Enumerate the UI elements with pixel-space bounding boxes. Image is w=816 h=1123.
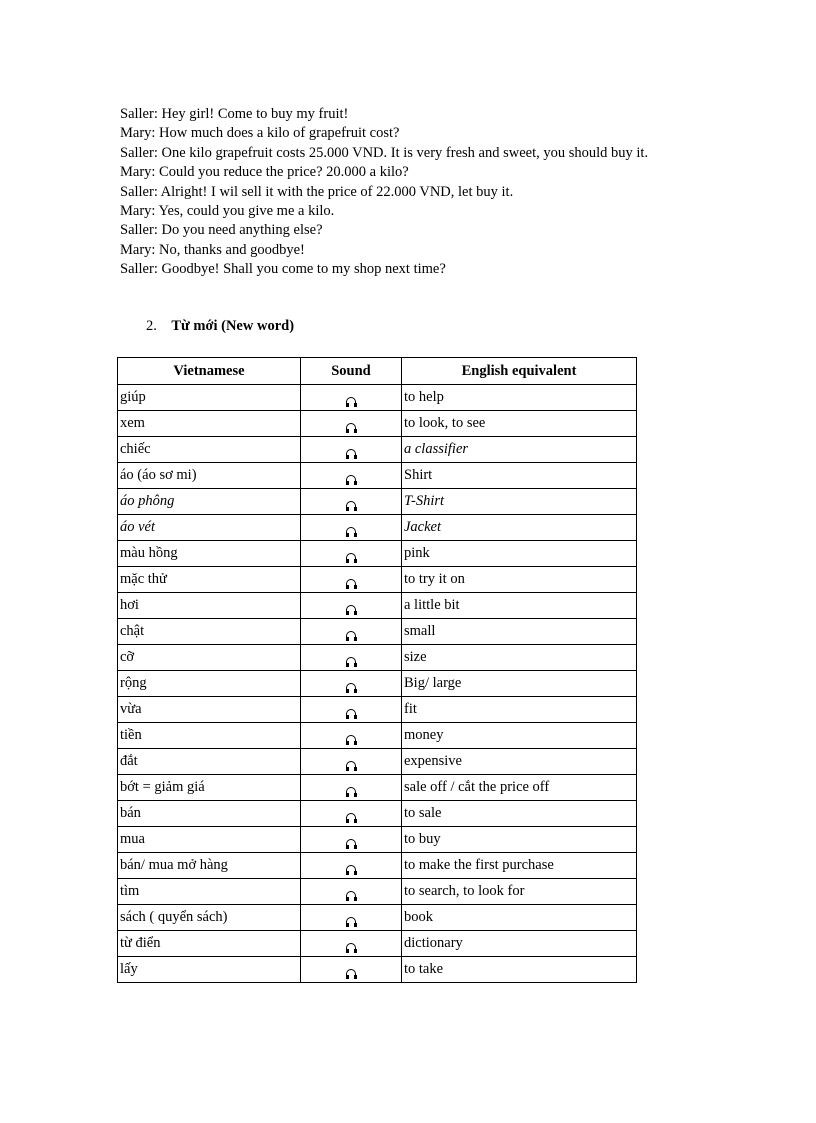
sound-cell[interactable] bbox=[301, 437, 402, 463]
sound-cell[interactable] bbox=[301, 541, 402, 567]
dialogue-line: Mary: No, thanks and goodbye! bbox=[120, 241, 305, 258]
english-equivalent: sale off / cắt the price off bbox=[402, 775, 637, 801]
sound-cell[interactable] bbox=[301, 723, 402, 749]
vietnamese-word: áo (áo sơ mi) bbox=[118, 463, 301, 489]
english-equivalent: to help bbox=[402, 385, 637, 411]
dialogue-line: Mary: How much does a kilo of grapefruit cost? bbox=[120, 125, 400, 142]
dialogue-line: Mary: Yes, could you give me a kilo. bbox=[120, 203, 335, 220]
table-header-row bbox=[118, 358, 637, 385]
vietnamese-word: mua bbox=[118, 827, 301, 853]
dialogue bbox=[120, 105, 690, 280]
dialogue-line: Saller: Do you need anything else? bbox=[120, 222, 323, 239]
vietnamese-word: bán/ mua mở hàng bbox=[118, 853, 301, 879]
headphones-icon[interactable] bbox=[346, 683, 356, 691]
sound-cell[interactable] bbox=[301, 775, 402, 801]
english-equivalent: book bbox=[402, 905, 637, 931]
sound-cell[interactable] bbox=[301, 801, 402, 827]
header-vietnamese: Vietnamese bbox=[118, 358, 301, 385]
vietnamese-word: xem bbox=[118, 411, 301, 437]
table-row bbox=[118, 411, 637, 437]
table-row bbox=[118, 515, 637, 541]
table-row bbox=[118, 671, 637, 697]
vietnamese-word: áo phông bbox=[118, 489, 301, 515]
english-equivalent: small bbox=[402, 619, 637, 645]
table-row bbox=[118, 723, 637, 749]
table-row bbox=[118, 541, 637, 567]
header-english: English equivalent bbox=[402, 358, 637, 385]
sound-cell[interactable] bbox=[301, 593, 402, 619]
headphones-icon[interactable] bbox=[346, 839, 356, 847]
headphones-icon[interactable] bbox=[346, 917, 356, 925]
vietnamese-word: bớt = giảm giá bbox=[118, 775, 301, 801]
headphones-icon[interactable] bbox=[346, 709, 356, 717]
sound-cell[interactable] bbox=[301, 879, 402, 905]
headphones-icon[interactable] bbox=[346, 527, 356, 535]
sound-cell[interactable] bbox=[301, 697, 402, 723]
vietnamese-word: mặc thử bbox=[118, 567, 301, 593]
sound-cell[interactable] bbox=[301, 567, 402, 593]
english-equivalent: to look, to see bbox=[402, 411, 637, 437]
vietnamese-word: rộng bbox=[118, 671, 301, 697]
headphones-icon[interactable] bbox=[346, 397, 356, 405]
vietnamese-word: chiếc bbox=[118, 437, 301, 463]
english-equivalent: T-Shirt bbox=[402, 489, 637, 515]
table-row bbox=[118, 697, 637, 723]
headphones-icon[interactable] bbox=[346, 631, 356, 639]
english-equivalent: expensive bbox=[402, 749, 637, 775]
vietnamese-word: sách ( quyển sách) bbox=[118, 905, 301, 931]
table-row bbox=[118, 567, 637, 593]
dialogue-line: Mary: Could you reduce the price? 20.000 a kilo? bbox=[120, 164, 409, 181]
table-row bbox=[118, 879, 637, 905]
vietnamese-word: giúp bbox=[118, 385, 301, 411]
english-equivalent: money bbox=[402, 723, 637, 749]
section-number: 2. bbox=[146, 318, 157, 334]
section-heading bbox=[146, 318, 294, 335]
vietnamese-word: bán bbox=[118, 801, 301, 827]
english-equivalent: to sale bbox=[402, 801, 637, 827]
english-equivalent: Big/ large bbox=[402, 671, 637, 697]
table-row bbox=[118, 385, 637, 411]
english-equivalent: a little bit bbox=[402, 593, 637, 619]
sound-cell[interactable] bbox=[301, 619, 402, 645]
table-row bbox=[118, 957, 637, 983]
section-title: Từ mới (New word) bbox=[171, 318, 295, 334]
sound-cell[interactable] bbox=[301, 463, 402, 489]
sound-cell[interactable] bbox=[301, 931, 402, 957]
table-row bbox=[118, 827, 637, 853]
headphones-icon[interactable] bbox=[346, 475, 356, 483]
vietnamese-word: lấy bbox=[118, 957, 301, 983]
english-equivalent: pink bbox=[402, 541, 637, 567]
table-row bbox=[118, 593, 637, 619]
dialogue-line: Saller: Alright! I wil sell it with the price of 22.000 VND, let buy it. bbox=[120, 183, 514, 200]
vietnamese-word: từ điển bbox=[118, 931, 301, 957]
headphones-icon[interactable] bbox=[346, 579, 356, 587]
headphones-icon[interactable] bbox=[346, 553, 356, 561]
sound-cell[interactable] bbox=[301, 385, 402, 411]
sound-cell[interactable] bbox=[301, 645, 402, 671]
sound-cell[interactable] bbox=[301, 749, 402, 775]
sound-cell[interactable] bbox=[301, 957, 402, 983]
table-row bbox=[118, 489, 637, 515]
english-equivalent: size bbox=[402, 645, 637, 671]
english-equivalent: fit bbox=[402, 697, 637, 723]
headphones-icon[interactable] bbox=[346, 423, 356, 431]
sound-cell[interactable] bbox=[301, 905, 402, 931]
vietnamese-word: hơi bbox=[118, 593, 301, 619]
headphones-icon[interactable] bbox=[346, 943, 356, 951]
sound-cell[interactable] bbox=[301, 827, 402, 853]
headphones-icon[interactable] bbox=[346, 969, 356, 977]
sound-cell[interactable] bbox=[301, 853, 402, 879]
headphones-icon[interactable] bbox=[346, 787, 356, 795]
vietnamese-word: vừa bbox=[118, 697, 301, 723]
headphones-icon[interactable] bbox=[346, 865, 356, 873]
english-equivalent: Shirt bbox=[402, 463, 637, 489]
vietnamese-word: tìm bbox=[118, 879, 301, 905]
headphones-icon[interactable] bbox=[346, 761, 356, 769]
english-equivalent: Jacket bbox=[402, 515, 637, 541]
table-row bbox=[118, 931, 637, 957]
dialogue-line: Saller: One kilo grapefruit costs 25.000 VND. It is very fresh and sweet, you should buy it. bbox=[120, 144, 649, 161]
vietnamese-word: đắt bbox=[118, 749, 301, 775]
sound-cell[interactable] bbox=[301, 671, 402, 697]
table-row bbox=[118, 905, 637, 931]
english-equivalent: a classifier bbox=[402, 437, 637, 463]
dialogue-line: Saller: Goodbye! Shall you come to my shop next time? bbox=[120, 261, 446, 278]
headphones-icon[interactable] bbox=[346, 735, 356, 743]
vietnamese-word: áo vét bbox=[118, 515, 301, 541]
table-row bbox=[118, 749, 637, 775]
english-equivalent: to buy bbox=[402, 827, 637, 853]
vietnamese-word: màu hồng bbox=[118, 541, 301, 567]
table-row bbox=[118, 619, 637, 645]
english-equivalent: to try it on bbox=[402, 567, 637, 593]
english-equivalent: to make the first purchase bbox=[402, 853, 637, 879]
table-row bbox=[118, 775, 637, 801]
headphones-icon[interactable] bbox=[346, 605, 356, 613]
english-equivalent: to search, to look for bbox=[402, 879, 637, 905]
vietnamese-word: tiền bbox=[118, 723, 301, 749]
headphones-icon[interactable] bbox=[346, 891, 356, 899]
headphones-icon[interactable] bbox=[346, 813, 356, 821]
vietnamese-word: cỡ bbox=[118, 645, 301, 671]
table-row bbox=[118, 853, 637, 879]
sound-cell[interactable] bbox=[301, 489, 402, 515]
dialogue-line: Saller: Hey girl! Come to buy my fruit! bbox=[120, 106, 349, 122]
table-row bbox=[118, 801, 637, 827]
vietnamese-word: chật bbox=[118, 619, 301, 645]
english-equivalent: dictionary bbox=[402, 931, 637, 957]
table-row bbox=[118, 645, 637, 671]
table-row bbox=[118, 463, 637, 489]
header-sound: Sound bbox=[301, 358, 402, 385]
headphones-icon[interactable] bbox=[346, 449, 356, 457]
sound-cell[interactable] bbox=[301, 515, 402, 541]
sound-cell[interactable] bbox=[301, 411, 402, 437]
headphones-icon[interactable] bbox=[346, 657, 356, 665]
table-row bbox=[118, 437, 637, 463]
vocabulary-table bbox=[117, 357, 637, 983]
headphones-icon[interactable] bbox=[346, 501, 356, 509]
english-equivalent: to take bbox=[402, 957, 637, 983]
